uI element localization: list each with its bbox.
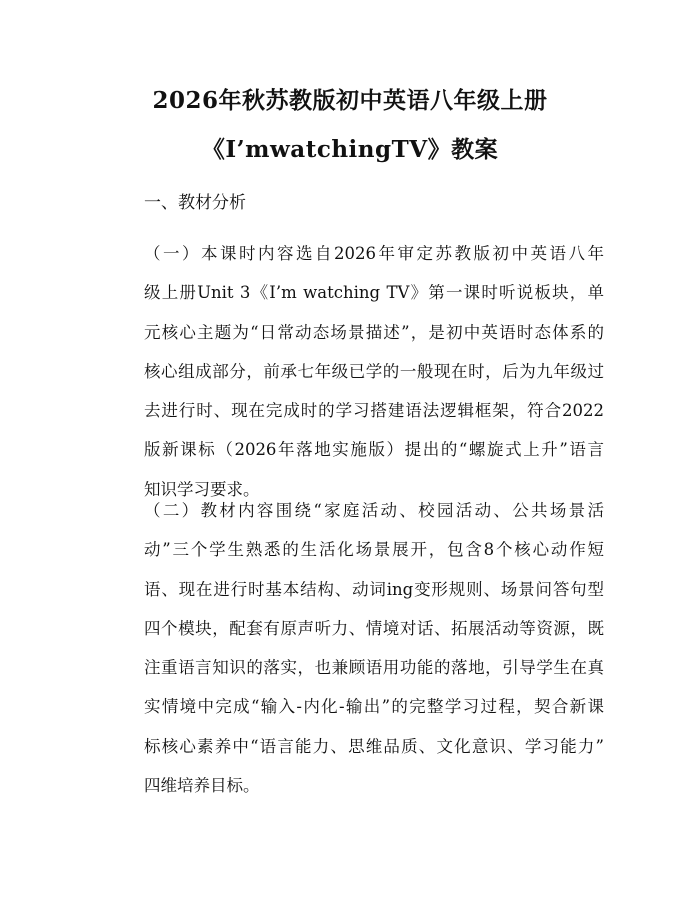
paragraph-1 <box>144 234 604 509</box>
paragraph-line: 核心组成部分，前承七年级已学的一般现在时，后为九年级过 <box>144 361 604 381</box>
paragraph-line: 元核心主题为“日常动态场景描述”，是初中英语时态体系的 <box>144 322 604 342</box>
paragraph-line: （二）教材内容围绕“家庭活动、校园活动、公共场景活 <box>144 501 604 520</box>
paragraph-line: 四个模块，配套有原声听力、情境对话、拓展活动等资源，既 <box>144 618 604 638</box>
paragraph-line: （一）本课时内容选自2026年审定苏教版初中英语八年 <box>144 244 604 263</box>
paragraph-line: 四维培养目标。 <box>144 776 260 796</box>
paragraph-line: 知识学习要求。 <box>144 479 260 499</box>
paragraph-line: 实情境中完成“输入-内化-输出”的完整学习过程，契合新课 <box>144 697 604 717</box>
paragraph-line: 级上册Unit 3《I’m watching TV》第一课时听说板块，单 <box>144 283 604 303</box>
section-heading: 一、教材分析 <box>144 193 246 213</box>
document-title-line-1: 2026年秋苏教版初中英语八年级上册 <box>152 87 548 114</box>
paragraph-line: 语、现在进行时基本结构、动词ing变形规则、场景问答句型 <box>144 579 604 599</box>
paragraph-line: 去进行时、现在完成时的学习搭建语法逻辑框架，符合2022 <box>144 401 604 421</box>
paragraph-line: 版新课标（2026年落地实施版）提出的“螺旋式上升”语言 <box>144 440 604 460</box>
paragraph-line: 注重语言知识的落实，也兼顾语用功能的落地，引导学生在真 <box>144 658 604 678</box>
paragraph-line: 动”三个学生熟悉的生活化场景展开，包含8个核心动作短 <box>144 540 604 560</box>
document-title-line-2: 《I’mwatchingTV》教案 <box>201 136 499 163</box>
paragraph-line: 标核心素养中“语言能力、思维品质、文化意识、学习能力” <box>144 736 604 756</box>
paragraph-2 <box>144 491 604 805</box>
